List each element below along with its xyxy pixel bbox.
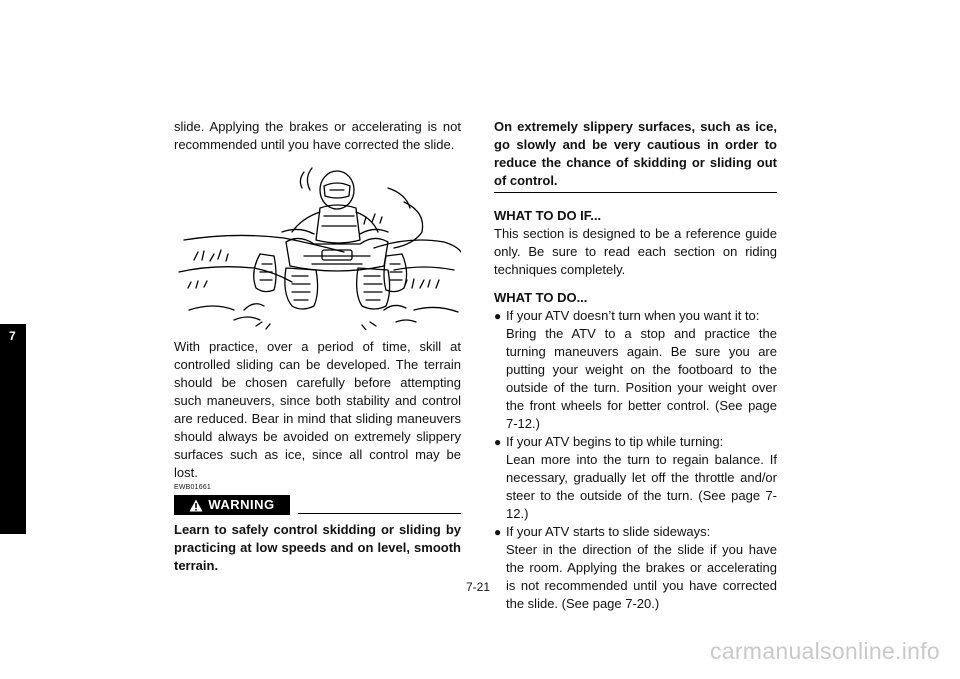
intro-paragraph: slide. Applying the brakes or accelerating is not recommended until you have corrected the slide. [174,119,461,152]
left-column [174,118,461,575]
list-item [494,433,777,523]
caution-text: On extremely slippery surfaces, such as ice, go slowly and be very cautious in order to reduce the chance of skidding or sliding out of control. [494,119,777,188]
bullet-icon: ● [494,309,502,323]
bullet-icon: ● [494,435,502,449]
watermark[interactable]: carmanualsonline.info [709,638,940,664]
situation-text: If your ATV doesn’t turn when you want it to: [506,308,760,323]
practice-paragraph: With practice, over a period of time, skill at controlled sliding can be developed. The terrain should be chosen carefully before attempting such maneuvers, since both stability and control are reduced. Bear in mind that sliding maneuvers should always be avoided on extremely slippery surfaces such as ice, since all control may be lost. [174,339,461,480]
warning-rule [298,513,461,514]
warning-text: Learn to safely control skidding or sliding by practicing at low speeds and on level, smooth terrain. [174,522,461,573]
list-item [494,523,777,613]
heading-what-to-do: WHAT TO DO... [494,290,588,305]
reference-paragraph: This section is designed to be a reference guide only. Be sure to read each section on riding techniques completely. [494,226,777,277]
atv-sliding-illustration [174,160,461,330]
list-item [494,307,777,433]
action-text: Lean more into the turn to regain balance. If necessary, gradually let off the throttle and/or steer to the outside of the turn. (See page 7-12.) [506,452,777,521]
situation-text: If your ATV begins to tip while turning: [506,434,724,449]
spacer [494,279,777,289]
situation-text: If your ATV starts to slide sideways: [506,524,711,539]
caution-rule [494,192,777,193]
chapter-tab [0,324,26,534]
page-number: 7-21 [466,580,491,594]
action-text: Bring the ATV to a stop and practice the turning maneuvers again. Be sure you are putting your weight on the footboard to the outside of the turn. Position your weight over the front wheels for better control. (See page 7-12.) [506,326,777,431]
warning-badge [174,495,290,515]
troubleshooting-list [494,307,777,613]
bullet-icon: ● [494,525,502,539]
right-column [494,118,777,613]
warning-label: WARNING [208,497,275,512]
action-text: Steer in the direction of the slide if you have the room. Applying the brakes or accelerating is not recommended until you have corrected the slide. (See page 7-20.) [506,542,777,611]
warning-code: EWB01661 [174,484,212,491]
warning-header [174,493,461,515]
heading-what-to-do-if: WHAT TO DO IF... [494,208,602,223]
chapter-number: 7 [9,329,16,343]
warning-triangle-icon [189,499,203,512]
